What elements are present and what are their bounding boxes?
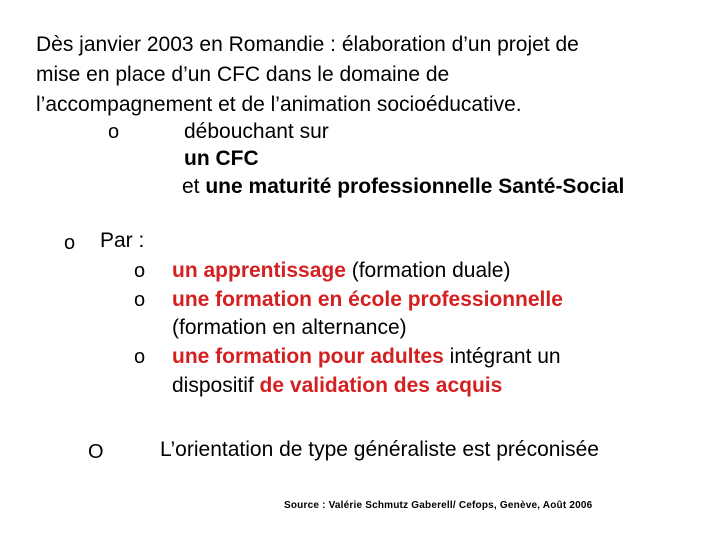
par-item-2-red: une formation en école professionnelle [172,288,563,311]
intro-maturite-line [182,172,624,202]
orientation-bullet: O [88,441,104,463]
source-citation: Source : Valérie Schmutz Gaberell/ Cefops, Genève, Août 2006 [284,500,593,511]
orientation-text: L’orientation de type généraliste est préconisée [160,438,599,461]
par-item-3-red: une formation pour adultes [172,345,444,368]
intro-maturite: une maturité professionnelle Santé-Social [205,175,625,198]
intro-cfc: un CFC [184,147,259,170]
intro-line-1: Dès janvier 2003 en Romandie : élaboration d’un projet de [36,33,579,56]
intro-line-3: l’accompagnement et de l’animation socioéducative. [36,93,522,116]
intro-et: et [182,175,206,198]
par-item-1-red: un apprentissage [172,259,346,282]
par-item-3-rest: intégrant un [443,345,561,368]
intro-debouchant: débouchant sur [184,120,329,143]
par-item-3-line2-pre: dispositif [172,374,260,397]
par-item-3-bullet: o [134,346,146,368]
par-item-2-bullet: o [134,289,146,311]
par-item-1-rest: (formation duale) [345,259,511,282]
intro-line-2: mise en place d’un CFC dans le domaine de [36,63,450,86]
par-item-3 [172,342,561,372]
par-bullet: o [64,232,76,254]
par-label: Par : [100,229,145,252]
par-item-3-line2-red: de validation des acquis [259,374,503,397]
par-item-1 [172,256,510,286]
par-item-1-bullet: o [134,260,146,282]
par-item-3-line2 [172,371,502,401]
par-item-2-line2: (formation en alternance) [172,316,407,339]
intro-bullet: o [108,121,120,143]
